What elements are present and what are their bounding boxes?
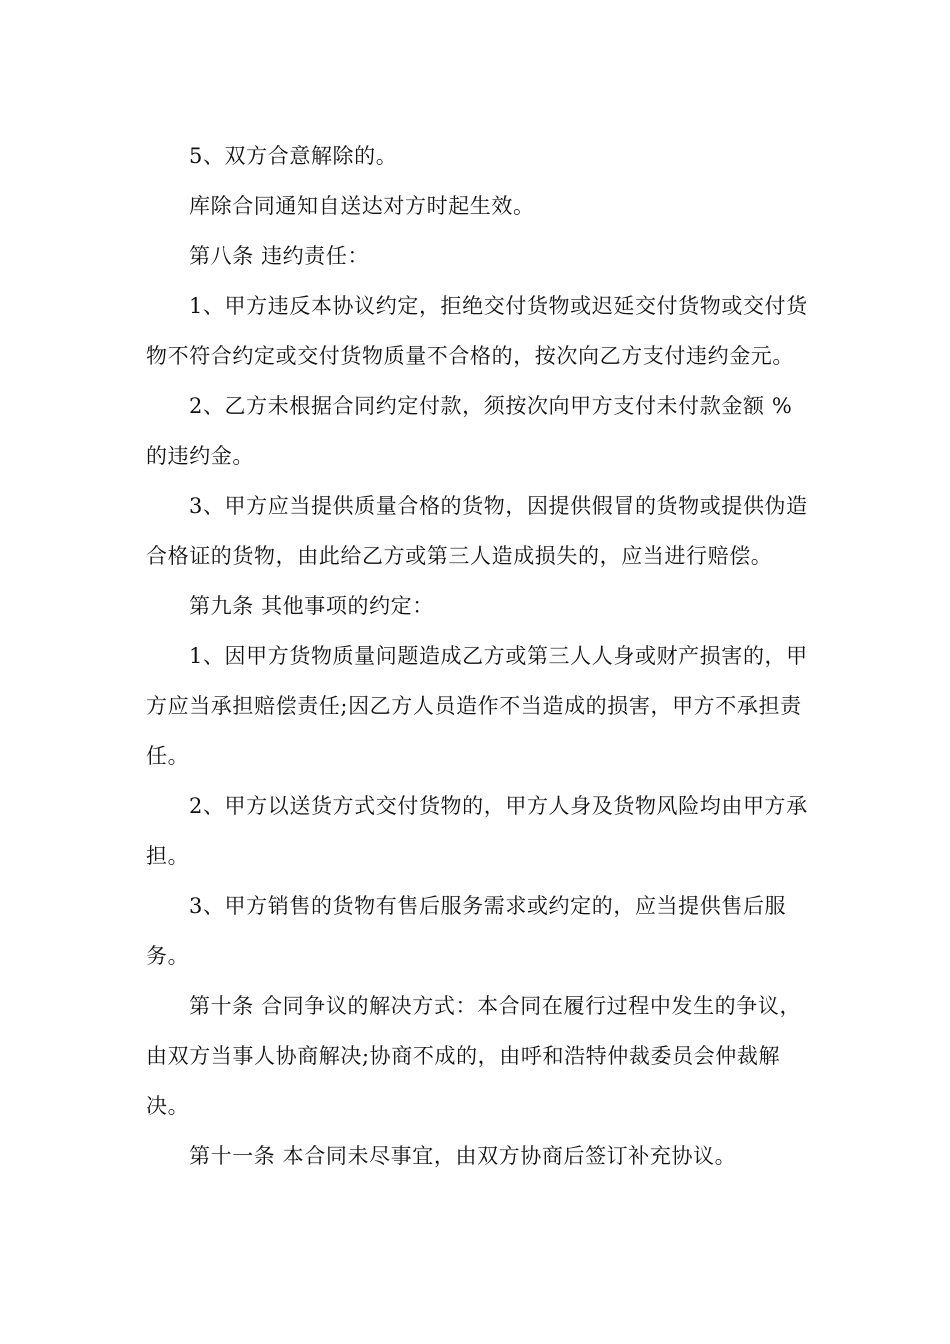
paragraph-article-8-item-1: 1、甲方违反本协议约定，拒绝交付货物或迟延交付货物或交付货物不符合约定或交付货物质量不合格的，按次向乙方支付违约金元。: [146, 294, 808, 368]
paragraph-article-10: 第十条 合同争议的解决方式：本合同在履行过程中发生的争议，由双方当事人协商解决;协商不成的，由呼和浩特仲裁委员会仲裁解决。: [146, 994, 802, 1118]
paragraph-clause-5-mutual-termination: 5、双方合意解除的。: [189, 144, 398, 168]
paragraph-article-8-item-2: 2、乙方未根据合同约定付款，须按次向甲方支付未付款金额 %的违约金。: [146, 394, 793, 468]
heading-article-8: 第八条 违约责任：: [189, 244, 370, 268]
paragraph-article-9-item-1: 1、因甲方货物质量问题造成乙方或第三人人身或财产损害的，甲方应当承担赔偿责任;因乙方人员造作不当造成的损害，甲方不承担责任。: [146, 644, 808, 768]
paragraph-article-11: 第十一条 本合同未尽事宜，由双方协商后签订补充协议。: [189, 1144, 737, 1168]
document-body: [146, 131, 811, 1181]
paragraph-article-8-item-3: 3、甲方应当提供质量合格的货物，因提供假冒的货物或提供伪造合格证的货物，由此给乙方或第三人造成损失的，应当进行赔偿。: [146, 494, 808, 568]
paragraph-termination-notice: 库除合同通知自送达对方时起生效。: [189, 194, 535, 218]
paragraph-article-9-item-2: 2、甲方以送货方式交付货物的，甲方人身及货物风险均由甲方承担。: [146, 794, 808, 868]
heading-article-9: 第九条 其他事项的约定：: [189, 594, 434, 618]
paragraph-article-9-item-3: 3、甲方销售的货物有售后服务需求或约定的，应当提供售后服务。: [146, 894, 787, 968]
